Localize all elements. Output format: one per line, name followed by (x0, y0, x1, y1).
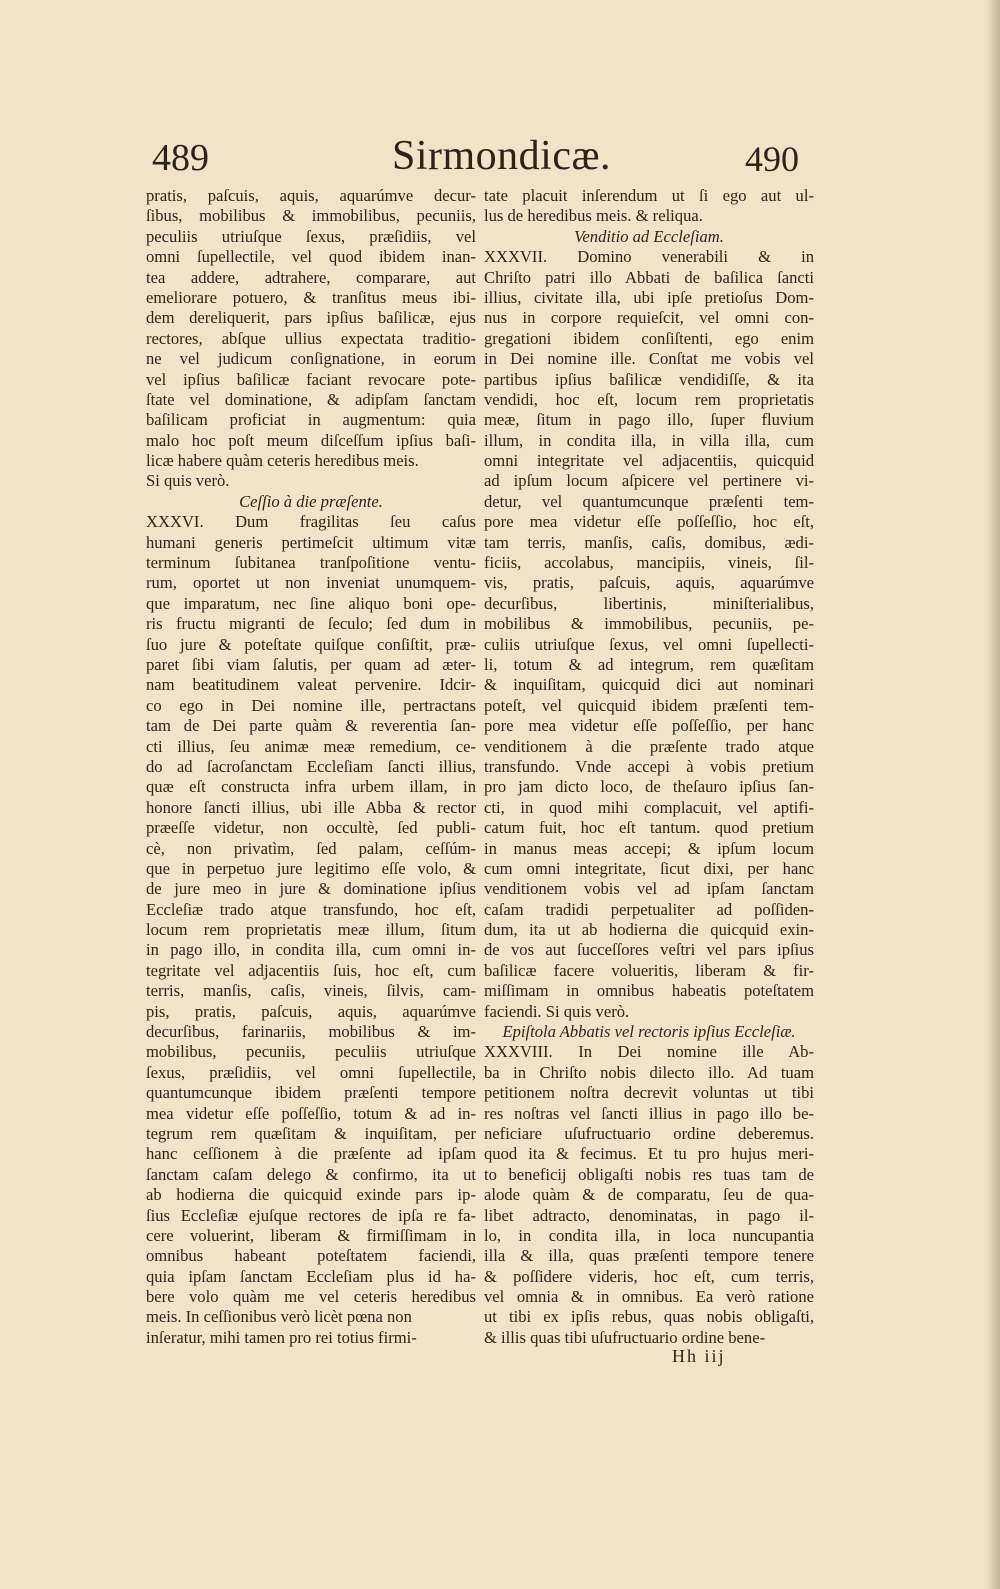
text-line: mobilibus, pecuniis, peculiis utriuſque (146, 1042, 476, 1062)
text-line: transfundo. Vnde accepi à vobis pretium (484, 756, 814, 776)
text-line: in manus meas accepi; & ipſum locum (484, 838, 814, 858)
text-line: pore mea videtur eſſe poſſeſſio, hoc eſt, (484, 512, 814, 532)
text-line: Si quis verò. (146, 471, 230, 491)
text-line: omnibus habeant poteſtatem faciendi, (146, 1246, 476, 1266)
text-line: lo, in condita illa, in loca nuncupantia (484, 1225, 814, 1245)
text-line: caſam tradidi perpetualiter ad poſſiden- (484, 899, 814, 919)
text-line: Epiſtola Abbatis vel rectoris ipſius Eccleſiæ. (502, 1022, 796, 1042)
text-line: ſtate vel dominatione, & adipſam ſanctam (146, 389, 476, 409)
text-line: de jure meo in jure & dominatione ipſius (146, 879, 476, 899)
text-line: quod ita & fecimus. Et tu pro hujus meri- (484, 1144, 814, 1164)
text-line: lus de heredibus meis. & reliqua. (484, 206, 703, 226)
text-line: inſeratur, mihi tamen pro rei totius firmi- (146, 1327, 417, 1347)
text-line: nus in corpore requieſcit, vel omni con- (484, 308, 814, 328)
text-line: paret ſibi viam ſalutis, per quam ad æter- (146, 654, 476, 674)
text-line: dem dereliquerit, pars ipſius baſilicæ, ejus (146, 308, 476, 328)
text-line: res noſtras vel ſancti illius in pago illo be- (484, 1103, 814, 1123)
text-line: que in perpetuo jure legitimo eſſe volo, & (146, 858, 476, 878)
text-line: terminum ſubitanea tranſpoſitione ventu- (146, 553, 476, 573)
text-line: vel ipſius baſilicæ faciant revocare pote- (146, 369, 476, 389)
text-line: rectores, abſque ullius expectata traditio- (146, 328, 476, 348)
text-line: miſſimam in omnibus habeatis poteſtatem (484, 981, 814, 1001)
text-line: vendidi, hoc eſt, locum rem proprietatis (484, 389, 814, 409)
text-line: ſibus, mobilibus & immobilibus, pecuniis, (146, 206, 476, 226)
text-line: & inquiſitam, quicquid dici aut nominari (484, 675, 814, 695)
text-line: Ceſſio à die præſente. (239, 491, 383, 511)
text-line: tam de Dei parte quàm & reverentia ſan- (146, 716, 476, 736)
text-line: illa & illa, quas præſenti tempore tenere (484, 1246, 814, 1266)
text-line: baſilicam proficiat in augmentum: quia (146, 410, 476, 430)
text-line: Eccleſiæ trado atque transfundo, hoc eſt, (146, 899, 476, 919)
text-line: & illis quas tibi uſufructuario ordine bene- (484, 1327, 766, 1347)
text-line: meæ, ſitum in pago illo, ſuper fluvium (484, 410, 814, 430)
page-number-right: 490 (745, 139, 799, 179)
text-line: culiis utriuſque ſexus, vel omni ſupellecti- (484, 634, 814, 654)
text-line: terris, manſis, caſis, vineis, ſilvis, cam- (146, 981, 476, 1001)
page-number-left: 489 (152, 137, 209, 179)
text-line: emeliorare potuero, & tranſitus meus ibi- (146, 287, 476, 307)
text-line: pratis, paſcuis, aquis, aquarúmve decur- (146, 186, 476, 205)
text-line: honore ſancti illius, ubi ille Abba & rector (146, 797, 476, 817)
text-line: ſuo jure & poteſtate quiſque conſiſtit, præ- (146, 634, 476, 654)
text-line: tegrum rem quæſitam & inquiſitam, per (146, 1123, 476, 1143)
text-line: XXXVII. Domino venerabili & in (484, 247, 814, 267)
text-line: tate placuit inſerendum ut ſi ego aut ul- (484, 186, 814, 205)
text-line: peculiis utriuſque ſexus, præſidiis, vel (146, 226, 476, 246)
text-line: tegritate vel adjacentiis ſuis, hoc eſt, cum (146, 960, 476, 980)
text-line: vis, pratis, paſcuis, aquis, aquarúmve (484, 573, 814, 593)
text-line: li, totum & ad integrum, rem quæſitam (484, 654, 814, 674)
text-line: cere voluerint, liberam & firmiſſimam in (146, 1225, 476, 1245)
text-line: decurſibus, libertinis, miniſterialibus, (484, 593, 814, 613)
text-line: venditionem à die præſente trado atque (484, 736, 814, 756)
page-header (0, 132, 1000, 192)
text-line: ut tibi ex ipſis rebus, quas nobis obligaſti, (484, 1307, 814, 1327)
text-line: tea addere, adtrahere, comparare, aut (146, 267, 476, 287)
text-line: quæ eſt constructa infra urbem illam, in (146, 777, 476, 797)
text-line: bere volo quàm me vel ceteris heredibus (146, 1287, 476, 1307)
text-line: ab hodierna die quicquid exinde pars ip- (146, 1185, 476, 1205)
text-line: præeſſe videtur, non occultè, ſed publi- (146, 818, 476, 838)
text-line: ſanctam caſam delego & confirmo, ita ut (146, 1164, 476, 1184)
text-column-right (484, 186, 814, 1348)
text-line: mea videtur eſſe poſſeſſio, totum & ad in- (146, 1103, 476, 1123)
text-line: detur, vel quantumcunque præſenti tem- (484, 491, 814, 511)
text-line: venditionem vobis vel ad ipſam ſanctam (484, 879, 814, 899)
text-line: neficiare uſufructuario ordine deberemus. (484, 1123, 814, 1143)
text-line: ba in Chriſto nobis dilecto illo. Ad tuam (484, 1062, 814, 1082)
text-line: Chriſto patri illo Abbati de baſilica ſancti (484, 267, 814, 287)
text-line: Venditio ad Eccleſiam. (574, 226, 724, 246)
text-line: nam beatitudinem valeat pervenire. Idcir- (146, 675, 476, 695)
text-line: cum omni integritate, ſicut dixi, per hanc (484, 858, 814, 878)
text-line: vel omnia & in omnibus. Ea verò ratione (484, 1287, 814, 1307)
text-line: catum fuit, hoc eſt tantum. quod pretium (484, 818, 814, 838)
text-line: omni integritate vel adjacentiis, quicquid (484, 451, 814, 471)
text-line: cè, non privatìm, ſed palam, ceſſúm- (146, 838, 476, 858)
text-line: ficiis, accolabus, mancipiis, vineis, ſil- (484, 553, 814, 573)
text-line: & poſſidere videris, hoc eſt, cum terris, (484, 1266, 814, 1286)
text-line: in pago illo, in condita illa, cum omni in- (146, 940, 476, 960)
text-line: petitionem noſtra decrevit voluntas ut tibi (484, 1083, 814, 1103)
text-line: mobilibus & immobilibus, pecuniis, pe- (484, 614, 814, 634)
text-line: tam terris, manſis, caſis, domibus, ædi- (484, 532, 814, 552)
text-line: alode quàm & de comparatu, ſeu de qua- (484, 1185, 814, 1205)
text-column-left (146, 186, 476, 1348)
text-line: pis, pratis, paſcuis, aquis, aquarúmve (146, 1001, 476, 1021)
text-line: hanc ceſſionem à die præſente ad ipſam (146, 1144, 476, 1164)
text-line: quantumcunque ibidem præſenti tempore (146, 1083, 476, 1103)
text-line: ſius Eccleſiæ ejuſque rectores de ipſa re fa- (146, 1205, 476, 1225)
text-line: omni ſupellectile, vel quod ibidem inan- (146, 247, 476, 267)
text-line: meis. In ceſſionibus verò licèt pœna non (146, 1307, 412, 1327)
text-line: to beneficij obligaſti nobis res tuas tam de (484, 1164, 814, 1184)
text-line: faciendi. Si quis verò. (484, 1001, 630, 1021)
text-line: illius, civitate illa, ubi ipſe pretioſus Dom- (484, 287, 814, 307)
text-line: XXXVIII. In Dei nomine ille Ab- (484, 1042, 814, 1062)
text-line: XXXVI. Dum fragilitas ſeu caſus (146, 512, 476, 532)
text-line: poteſt, vel quicquid ibidem præſenti tem- (484, 695, 814, 715)
text-line: quia ipſam ſanctam Eccleſiam plus id ha- (146, 1266, 476, 1286)
text-line: partibus ipſius baſilicæ vendidiſſe, & ita (484, 369, 814, 389)
text-line: libet adtracto, denominatas, in pago il- (484, 1205, 814, 1225)
text-line: humani generis pertimeſcit ultimum vitæ (146, 532, 476, 552)
text-line: rum, oportet ut non inveniat unumquem- (146, 573, 476, 593)
text-line: pro jam dicto loco, de theſauro ipſius ſan- (484, 777, 814, 797)
text-line: cti, in quod mihi complacuit, vel aptifi- (484, 797, 814, 817)
signature-mark: Hh iij (672, 1346, 726, 1366)
text-line: licæ habere quàm ceteris heredibus meis. (146, 451, 419, 471)
text-line: dum, ita ut ab hodierna die quicquid exin- (484, 920, 814, 940)
text-line: gregationi ibidem conſiſtenti, ego enim (484, 328, 814, 348)
running-title: Sirmondicæ. (392, 133, 612, 179)
text-line: decurſibus, farinariis, mobilibus & im- (146, 1022, 476, 1042)
text-line: malo hoc poſt meum diſceſſum ipſius baſi- (146, 430, 476, 450)
text-line: locum rem proprietatis meæ illum, ſitum (146, 920, 476, 940)
text-line: illum, in condita illa, in villa illa, cum (484, 430, 814, 450)
text-line: ris fructu migranti de ſeculo; ſed dum in (146, 614, 476, 634)
text-line: ſexus, præſidiis, vel omni ſupellectile, (146, 1062, 476, 1082)
text-line: ad ipſum locum aſpicere vel pertinere vi- (484, 471, 814, 491)
text-line: do ad ſacroſanctam Eccleſiam ſancti illius, (146, 756, 476, 776)
text-line: pore mea videtur eſſe poſſeſſio, per hanc (484, 716, 814, 736)
text-line: de vos aut ſucceſſores veſtri vel pars ipſius (484, 940, 814, 960)
text-line: que imparatum, nec ſine aliquo boni ope- (146, 593, 476, 613)
page-fold-shadow (986, 0, 1000, 1589)
text-line: in Dei nomine ille. Conſtat me vobis vel (484, 349, 814, 369)
text-line: ne vel judicum conſignatione, in eorum (146, 349, 476, 369)
text-line: cti illius, ſeu animæ meæ remedium, ce- (146, 736, 476, 756)
text-line: co ego in Dei nomine ille, pertractans (146, 695, 476, 715)
text-line: baſilicæ facere volueritis, liberam & fir- (484, 960, 814, 980)
